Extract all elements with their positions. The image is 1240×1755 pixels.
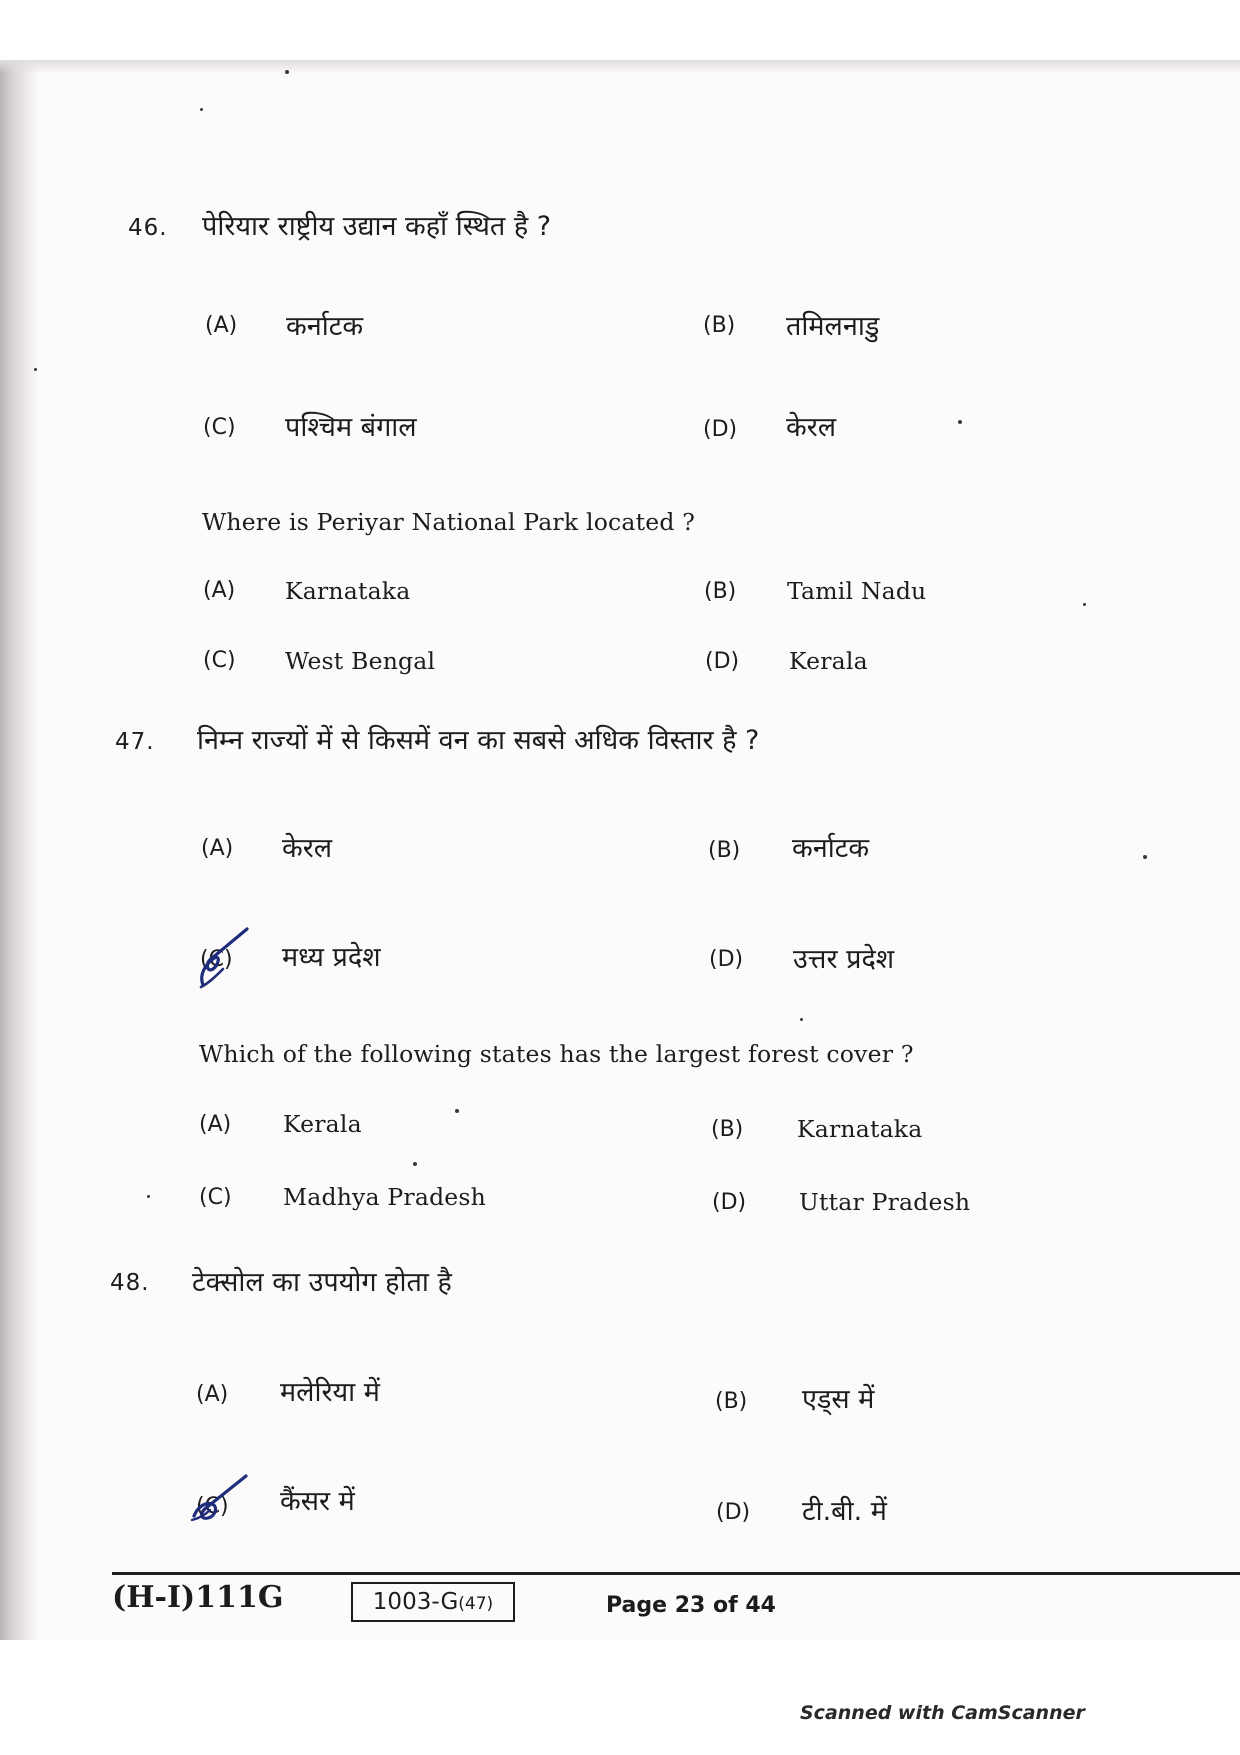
option-label: (B)	[703, 313, 736, 338]
option-text-hindi: केरल	[786, 412, 837, 443]
pen-tick-mark	[195, 925, 257, 995]
option-label: (A)	[201, 836, 234, 861]
option-text-english: Karnataka	[285, 577, 411, 605]
question-text-english: Which of the following states has the largest forest cover ?	[199, 1040, 914, 1068]
scan-speck	[958, 420, 962, 424]
option-text-hindi: उत्तर प्रदेश	[793, 944, 895, 975]
option-text-english: Karnataka	[797, 1115, 923, 1143]
paper-code: (H-I)111G	[112, 1580, 284, 1615]
scan-speck	[413, 1162, 417, 1166]
option-label: (A)	[203, 578, 236, 603]
scan-speck	[285, 70, 289, 74]
option-label: (D)	[705, 649, 740, 674]
option-text-hindi: कर्नाटक	[286, 311, 364, 342]
scan-speck	[455, 1109, 459, 1113]
option-text-hindi: टी.बी. में	[802, 1496, 887, 1527]
option-text-english: Uttar Pradesh	[799, 1188, 971, 1216]
scan-speck	[1083, 603, 1086, 606]
page-number: Page 23 of 44	[606, 1593, 776, 1618]
option-text-english: Tamil Nadu	[787, 577, 927, 605]
scanned-page	[0, 60, 1240, 1640]
option-text-english: West Bengal	[285, 647, 436, 675]
option-text-english: Kerala	[283, 1110, 362, 1138]
option-label: (D)	[712, 1190, 747, 1215]
option-label: (A)	[205, 313, 238, 338]
option-label: (B)	[704, 579, 737, 604]
option-label: (D)	[709, 947, 744, 972]
scan-speck	[34, 368, 37, 371]
option-text-hindi: कैंसर में	[280, 1486, 355, 1517]
option-label: (A)	[199, 1112, 232, 1137]
question-text-english: Where is Periyar National Park located ?	[202, 508, 696, 536]
question-number: 47.	[115, 729, 155, 755]
option-label: (D)	[703, 417, 738, 442]
camscanner-watermark: Scanned with CamScanner	[800, 1702, 1085, 1724]
question-number: 46.	[128, 215, 168, 241]
question-text-hindi: पेरियार राष्ट्रीय उद्यान कहाँ स्थित है ?	[202, 211, 552, 242]
option-text-hindi: कर्नाटक	[792, 833, 870, 864]
scan-shadow-top	[0, 60, 1240, 74]
option-text-hindi: केरल	[282, 833, 333, 864]
booklet-code: 1003-G	[372, 1589, 459, 1615]
scan-speck	[1143, 855, 1147, 859]
scan-shadow-edge	[0, 60, 38, 1640]
option-text-hindi: मलेरिया में	[280, 1377, 380, 1408]
option-label: (B)	[715, 1389, 748, 1414]
option-label: (C)	[203, 648, 236, 673]
option-text-english: Madhya Pradesh	[283, 1183, 487, 1211]
booklet-code-sub: (47)	[458, 1594, 494, 1614]
option-label: (B)	[711, 1117, 744, 1142]
option-label: (C)	[200, 947, 233, 972]
option-text-english: Kerala	[789, 647, 868, 675]
scan-speck	[800, 1018, 803, 1021]
option-label: (D)	[716, 1500, 751, 1525]
option-label: (A)	[196, 1382, 229, 1407]
option-label: (C)	[203, 415, 236, 440]
question-text-hindi: निम्न राज्यों में से किसमें वन का सबसे अधिक विस्तार है ?	[197, 725, 760, 756]
option-text-hindi: पश्चिम बंगाल	[285, 412, 417, 443]
option-text-hindi: एड्स में	[802, 1384, 875, 1415]
option-label: (C)	[196, 1494, 229, 1519]
footer-rule	[112, 1572, 1240, 1575]
scan-speck	[147, 1195, 150, 1198]
option-text-hindi: तमिलनाडु	[786, 311, 880, 342]
option-label: (B)	[708, 838, 741, 863]
question-text-hindi: टेक्सोल का उपयोग होता है	[192, 1267, 452, 1298]
option-text-hindi: मध्य प्रदेश	[282, 942, 381, 973]
option-label: (C)	[199, 1185, 232, 1210]
booklet-code-box	[351, 1582, 515, 1622]
pen-tick-mark	[188, 1472, 254, 1530]
scan-speck	[200, 108, 203, 111]
question-number: 48.	[110, 1270, 150, 1296]
